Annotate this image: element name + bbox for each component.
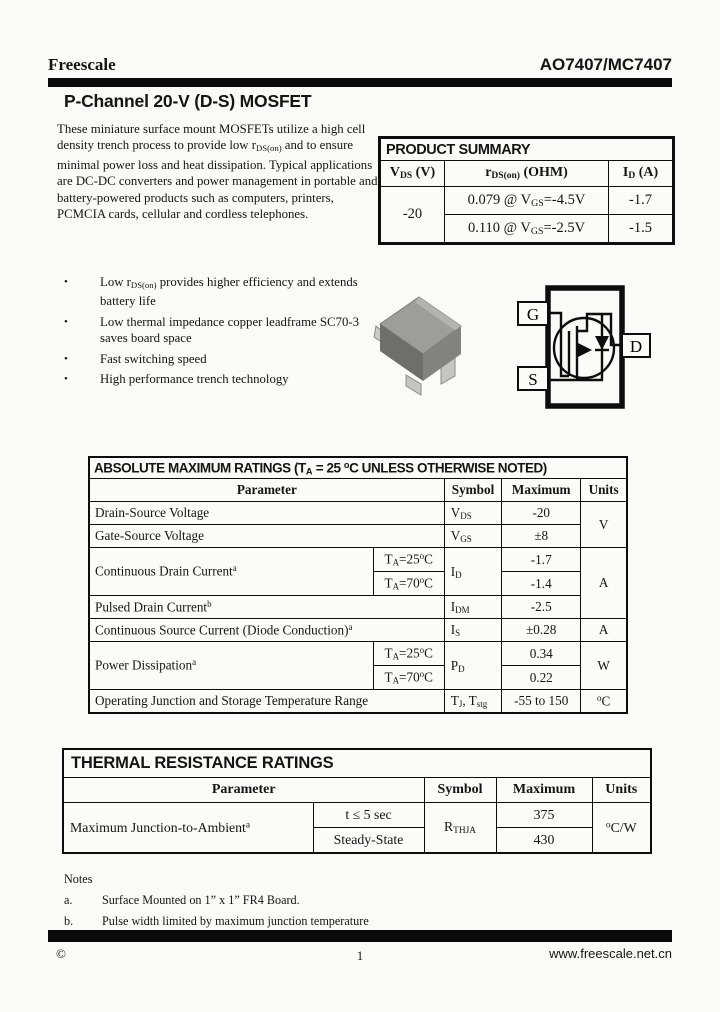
bullet-icon: • [64, 352, 68, 365]
amr-header-maximum: Maximum [502, 479, 581, 502]
amr-tj-symbol: $T_J$, $T_{stg}$ [444, 690, 502, 714]
amr-is-symbol: $I_S$ [444, 619, 502, 642]
part-number: AO7407/MC7407 [539, 55, 672, 74]
page-header [48, 55, 672, 75]
amr-is-max: ±0.28 [502, 619, 581, 642]
table-row [89, 525, 627, 548]
amr-pd-max2: 0.22 [502, 666, 581, 690]
trr-header-parameter: Parameter [63, 778, 424, 803]
notes-section [64, 872, 369, 929]
page-number: 1 [356, 949, 364, 963]
note-key: a. [64, 893, 73, 907]
bullet-icon: • [64, 315, 68, 328]
amr-idm-param: Pulsed Drain Current$^b$ [89, 596, 444, 619]
feature-text: Fast switching speed [100, 351, 207, 366]
table-row [89, 548, 627, 572]
amr-vgs-symbol: $V_{GS}$ [444, 525, 502, 548]
amr-is-param: Continuous Source Current (Diode Conduction)$^a$ [89, 619, 444, 642]
source-pin-label: S [528, 370, 538, 389]
notes-label: Notes [64, 872, 93, 886]
ps-id-value-2: -1.5 [609, 215, 674, 244]
header-rule [48, 78, 672, 87]
ps-rdson-value-2: 0.110 @ $V_{GS}=-2.5V$ [445, 215, 609, 244]
description-paragraph: These miniature surface mount MOSFETs utilize a high cell density trench process to provide low $r_{DS(on)}$ and to ensure minimal power loss and heat dissipation. Typical applications are DC-DC converters and power management in portable and battery-powered products such as computers, printers, PCMCIA cards, cellular and cordless telephones. [57, 122, 378, 221]
note-item [64, 893, 369, 908]
amr-pd-cond2: $T_A=70^oC$ [373, 666, 444, 690]
trr-cond2: Steady-State [313, 828, 424, 854]
amr-temp-units: $^o$C [581, 690, 627, 714]
amr-vgs-param: Gate-Source Voltage [89, 525, 444, 548]
amr-tj-param: Operating Junction and Storage Temperature Range [89, 690, 444, 714]
gate-pin-label: G [526, 305, 540, 324]
amr-vds-param: Drain-Source Voltage [89, 502, 444, 525]
amr-vgs-max: ±8 [502, 525, 581, 548]
thermal-resistance-table [62, 748, 652, 854]
copyright-icon: © [56, 946, 66, 961]
ps-header-id: $I_D$ (A) [609, 161, 674, 187]
note-text: Pulse width limited by maximum junction temperature [102, 914, 369, 928]
ps-id-value-1: -1.7 [609, 187, 674, 215]
amr-voltage-units: V [581, 502, 627, 548]
feature-list [64, 274, 384, 391]
amr-title: ABSOLUTE MAXIMUM RATINGS ($T_A = 25$ $^o$C UNLESS OTHERWISE NOTED) [89, 457, 627, 479]
mosfet-symbol-diagram [514, 281, 654, 418]
amr-power-units: W [581, 642, 627, 690]
amr-pd-cond1: $T_A=25^oC$ [373, 642, 444, 666]
amr-idm-max: -2.5 [502, 596, 581, 619]
bullet-icon: • [64, 276, 68, 288]
amr-id-cond2: $T_A=70^oC$ [373, 572, 444, 596]
list-item [64, 274, 384, 310]
amr-id-max2: -1.4 [502, 572, 581, 596]
amr-idm-symbol: $I_{DM}$ [444, 596, 502, 619]
footer-rule [48, 930, 672, 942]
note-item [64, 914, 369, 929]
amr-id-symbol: $I_D$ [444, 548, 502, 596]
trr-header-maximum: Maximum [496, 778, 592, 803]
amr-vds-symbol: $V_{DS}$ [444, 502, 502, 525]
feature-text: High performance trench technology [100, 371, 289, 386]
trr-title: THERMAL RESISTANCE RATINGS [63, 749, 651, 778]
page-title: P-Channel 20-V (D-S) MOSFET [64, 91, 312, 111]
table-row [63, 803, 651, 828]
table-row [89, 502, 627, 525]
table-row [89, 642, 627, 666]
table-row [89, 619, 627, 642]
trr-max2: 430 [496, 828, 592, 854]
amr-header-parameter: Parameter [89, 479, 444, 502]
product-summary-title: PRODUCT SUMMARY [380, 138, 674, 161]
list-item [64, 371, 384, 387]
bullet-icon: • [64, 372, 68, 385]
package-photo-sot23 [366, 282, 472, 401]
trr-symbol: $R_{THJA}$ [424, 803, 496, 854]
product-summary-table [378, 136, 675, 245]
trr-max1: 375 [496, 803, 592, 828]
amr-pd-param: Power Dissipation$^a$ [89, 642, 373, 690]
amr-header-units: Units [581, 479, 627, 502]
trr-header-symbol: Symbol [424, 778, 496, 803]
trr-param: Maximum Junction-to-Ambient$^a$ [63, 803, 313, 854]
table-row [89, 596, 627, 619]
amr-current-units: A [581, 548, 627, 619]
list-item [64, 314, 384, 347]
absolute-maximum-ratings-table [88, 456, 628, 714]
note-key: b. [64, 914, 74, 928]
amr-pd-max1: 0.34 [502, 642, 581, 666]
amr-id-param: Continuous Drain Current$^a$ [89, 548, 373, 596]
amr-vds-max: -20 [502, 502, 581, 525]
footer-website: www.freescale.net.cn [549, 946, 672, 961]
feature-text: Low thermal impedance copper leadframe SC70-3 saves board space [100, 314, 360, 346]
ps-vds-value: -20 [380, 187, 445, 244]
ps-rdson-value-1: 0.079 @ $V_{GS}=-4.5V$ [445, 187, 609, 215]
amr-id-cond1: $T_A=25^oC$ [373, 548, 444, 572]
table-row [89, 690, 627, 714]
table-row [380, 187, 674, 215]
amr-tj-max: -55 to 150 [502, 690, 581, 714]
page-footer [48, 946, 672, 968]
ps-header-vds: $V_{DS}$ (V) [380, 161, 445, 187]
trr-cond1: t ≤ 5 sec [313, 803, 424, 828]
amr-header-symbol: Symbol [444, 479, 502, 502]
trr-header-units: Units [592, 778, 651, 803]
amr-id-max1: -1.7 [502, 548, 581, 572]
list-item [64, 351, 384, 367]
brand-logo-text: Freescale [48, 55, 116, 74]
amr-is-units: A [581, 619, 627, 642]
drain-pin-label: D [629, 337, 643, 356]
feature-text: Low $r_{DS(on)}$ provides higher efficiency and extends battery life [100, 275, 358, 309]
trr-units: $^o$C/W [592, 803, 651, 854]
note-text: Surface Mounted on 1” x 1” FR4 Board. [102, 893, 300, 907]
ps-header-rdson: $r_{DS(on)}$ (OHM) [445, 161, 609, 187]
amr-pd-symbol: $P_D$ [444, 642, 502, 690]
